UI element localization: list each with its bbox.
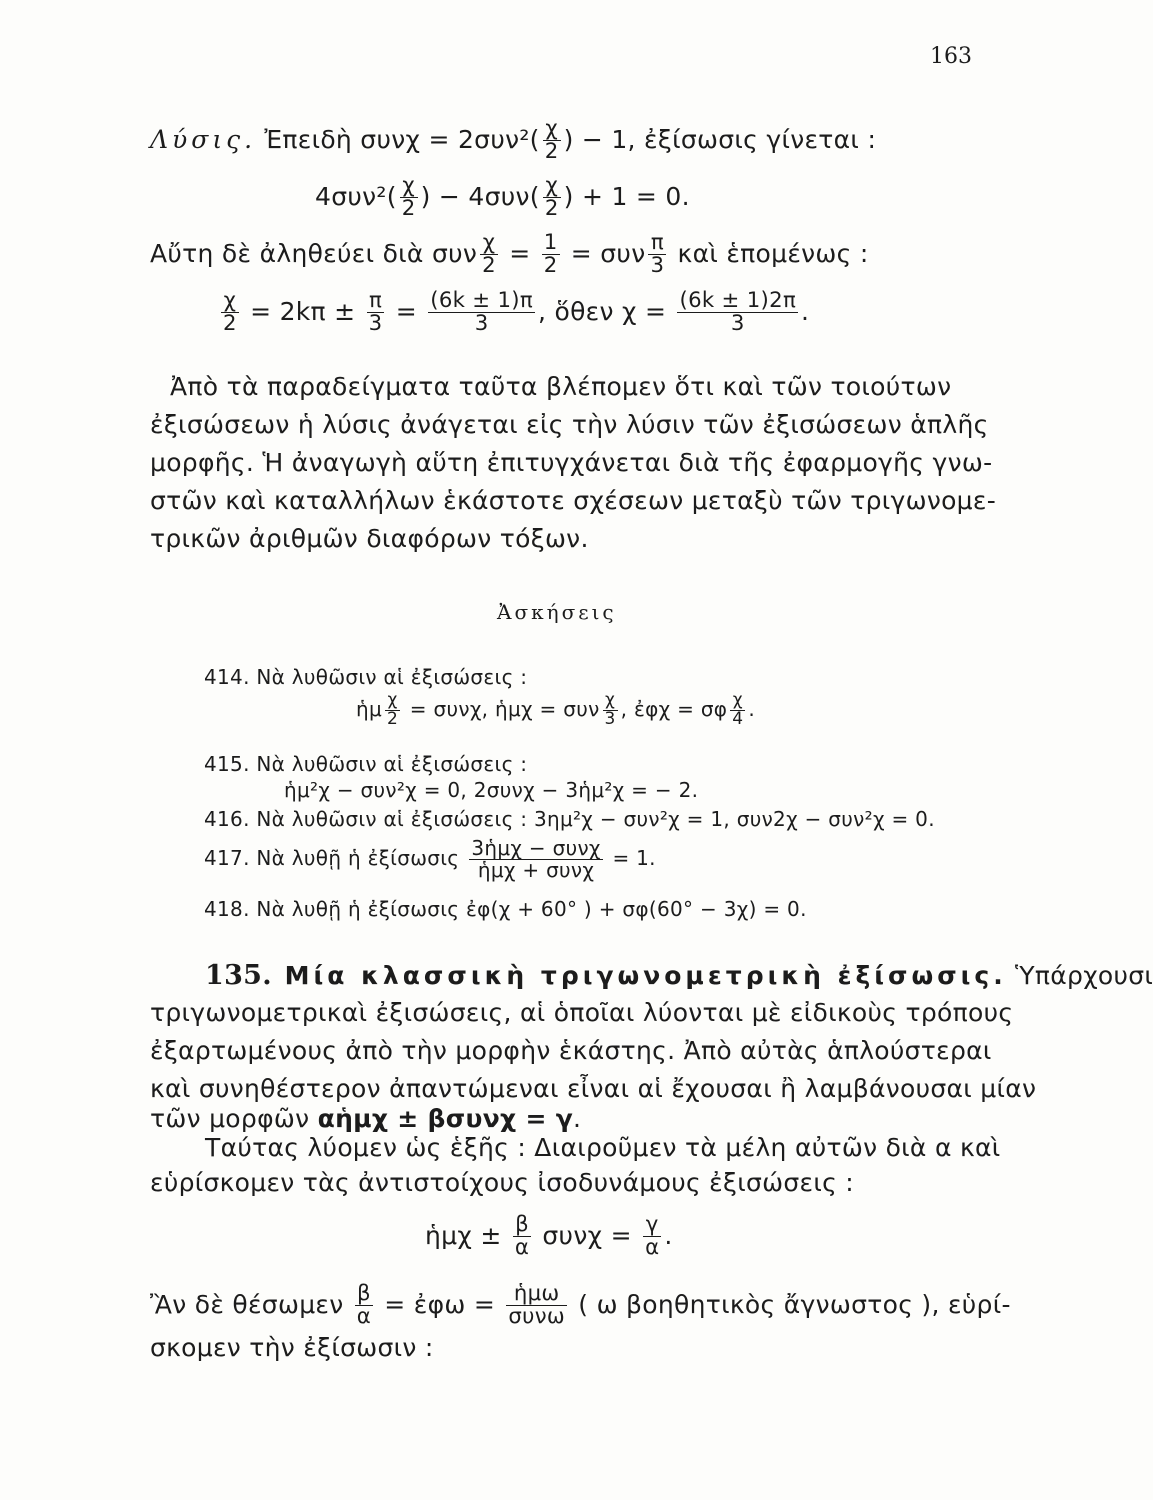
exercise-414-equations: ἡμ $\frac{\chi}{2}$ = συνχ, ἡμχ = συν $\frac{\chi}{3}$ , ἐφχ = σφ $\frac{\chi}{4}$ . [356, 690, 756, 729]
fraction: $\frac{(6k \pm 1)2\pi}{3}$ [679, 288, 797, 337]
section-line: τριγωνομετρικαὶ ἐξισώσεις, αἱ ὁποῖαι λύονται μὲ εἰδικοὺς τρόπους [150, 998, 1014, 1027]
section-title: Μία κλασσικὴ τριγωνομετρικὴ ἐξίσωσις. [271, 961, 1007, 990]
fraction: $\frac{\chi}{3}$ [604, 690, 616, 729]
fraction: $\frac{\beta}{\alpha}$ [514, 1212, 530, 1261]
fraction: $\frac{(6k \pm 1)\pi}{3}$ [430, 288, 533, 337]
fraction: $\frac{\chi}{2}$ [544, 116, 559, 165]
exercise-414-label: 414. Νὰ λυθῶσιν αἱ ἐξισώσεις : [204, 665, 528, 689]
fraction: $\frac{\text{ἡμω}}{\text{συνω}}$ [508, 1281, 566, 1330]
paragraph-line: στῶν καὶ καταλλήλων ἑκάστοτε σχέσεων μεταξὺ τῶν τριγωνομε- [150, 486, 997, 515]
section-line: Ταύτας λύομεν ὡς ἑξῆς : Διαιροῦμεν τὰ μέλη αὐτῶν διὰ α καὶ [205, 1133, 1001, 1162]
paragraph-line: Ἀπὸ τὰ παραδείγματα ταῦτα βλέπομεν ὅτι καὶ τῶν τοιούτων [170, 372, 952, 401]
paragraph-line: ἐξισώσεων ἡ λύσις ἀνάγεται εἰς τὴν λύσιν τῶν ἐξισώσεων ἁπλῆς [150, 410, 989, 439]
section-line: σκομεν τὴν ἐξίσωσιν : [150, 1333, 434, 1362]
solution-line-4: $\frac{\chi}{2}$ = 2kπ ± $\frac{\pi}{3}$ = $\frac{(6k \pm 1)\pi}{3}$ , ὅθεν χ = $\frac{(6k \pm 1)2\pi}{3}$ . [223, 288, 810, 337]
section-line: εὑρίσκομεν τὰς ἀντιστοίχους ἰσοδυνάμους ἐξισώσεις : [150, 1168, 855, 1197]
exercise-415-label: 415. Νὰ λυθῶσιν αἱ ἐξισώσεις : [204, 752, 528, 776]
section-line: καὶ συνηθέστερον ἀπαντώμεναι εἶναι αἱ ἔχουσαι ἢ λαμβάνουσαι μίαν [150, 1074, 1037, 1103]
section-135-heading: 135. Μία κλασσικὴ τριγωνομετρικὴ ἐξίσωσις. Ὑπάρχουσι [205, 960, 1153, 991]
solution-line-3: Αὔτη δὲ ἀληθεύει διὰ συν $\frac{\chi}{2}$ = $\frac{1}{2}$ = συν $\frac{\pi}{3}$ καὶ ἑπομένως : [150, 230, 869, 279]
exercise-416: 416. Νὰ λυθῶσιν αἱ ἐξισώσεις : 3ημ²χ − συν²χ = 1, συν2χ − συν²χ = 0. [204, 807, 935, 831]
fraction: $\frac{\pi}{3}$ [368, 288, 383, 337]
solution-label: Λύσις. [150, 124, 257, 154]
exercise-415-equations: ἡμ²χ − συν²χ = 0, 2συνχ − 3ἡμ²χ = − 2. [284, 778, 699, 802]
equation-normalized: ἡμχ ± $\frac{\beta}{\alpha}$ συνχ = $\frac{\gamma}{\alpha}$ . [425, 1212, 673, 1261]
fraction: $\frac{1}{2}$ [543, 230, 558, 279]
fraction: $\frac{\beta}{\alpha}$ [356, 1281, 372, 1330]
formula-bold: αἡμχ ± βσυνχ = γ [317, 1104, 574, 1133]
section-line: Ἂν δὲ θέσωμεν $\frac{\beta}{\alpha}$ = ἐφω = $\frac{\text{ἡμω}}{\text{συνω}}$ ( ω βοηθητικὸς ἄγνωστος ), εὑρί- [150, 1281, 1011, 1330]
page-number: 163 [930, 44, 972, 69]
exercise-417: 417. Νὰ λυθῇ ἡ ἐξίσωσις $\frac{\text{3ἡμχ − συνχ}}{\text{ἡμχ + συνχ}}$ = 1. [204, 836, 656, 882]
fraction: $\frac{\chi}{2}$ [387, 690, 399, 729]
fraction: $\frac{\chi}{2}$ [482, 230, 496, 279]
solution-line-1: Λύσις. Ἐπειδὴ συνχ = 2συν²( $\frac{\chi}{2}$ ) − 1, ἐξίσωσις γίνεται : [150, 116, 877, 165]
fraction: $\frac{\chi}{4}$ [732, 690, 744, 729]
fraction: $\frac{\pi}{3}$ [650, 230, 665, 279]
section-number: 135. [205, 960, 272, 991]
paragraph-line: μορφῆς. Ἡ ἀναγωγὴ αὕτη ἐπιτυγχάνεται διὰ τῆς ἐφαρμογῆς γνω- [150, 448, 993, 477]
solution-line-2: 4συν²( $\frac{\chi}{2}$ ) − 4συν( $\frac{\chi}{2}$ ) + 1 = 0. [315, 173, 690, 222]
paragraph-line: τρικῶν ἀριθμῶν διαφόρων τόξων. [150, 524, 589, 553]
fraction: $\frac{\chi}{2}$ [544, 173, 559, 222]
fraction: $\frac{\text{3ἡμχ − συνχ}}{\text{ἡμχ + συνχ}}$ [471, 836, 601, 882]
exercise-418: 418. Νὰ λυθῇ ἡ ἐξίσωσις ἐφ(χ + 60° ) + σφ(60° − 3χ) = 0. [204, 897, 807, 921]
section-line: ἐξαρτωμένους ἀπὸ τὴν μορφὴν ἑκάστης. Ἀπὸ αὐτὰς ἁπλούστεραι [150, 1036, 992, 1065]
fraction: $\frac{\chi}{2}$ [401, 173, 416, 222]
exercises-heading: Ἀσκήσεις [497, 600, 617, 624]
fraction: $\frac{\gamma}{\alpha}$ [645, 1212, 660, 1261]
section-line: τῶν μορφῶν αἡμχ ± βσυνχ = γ. [150, 1104, 582, 1133]
fraction: $\frac{\chi}{2}$ [223, 288, 237, 337]
